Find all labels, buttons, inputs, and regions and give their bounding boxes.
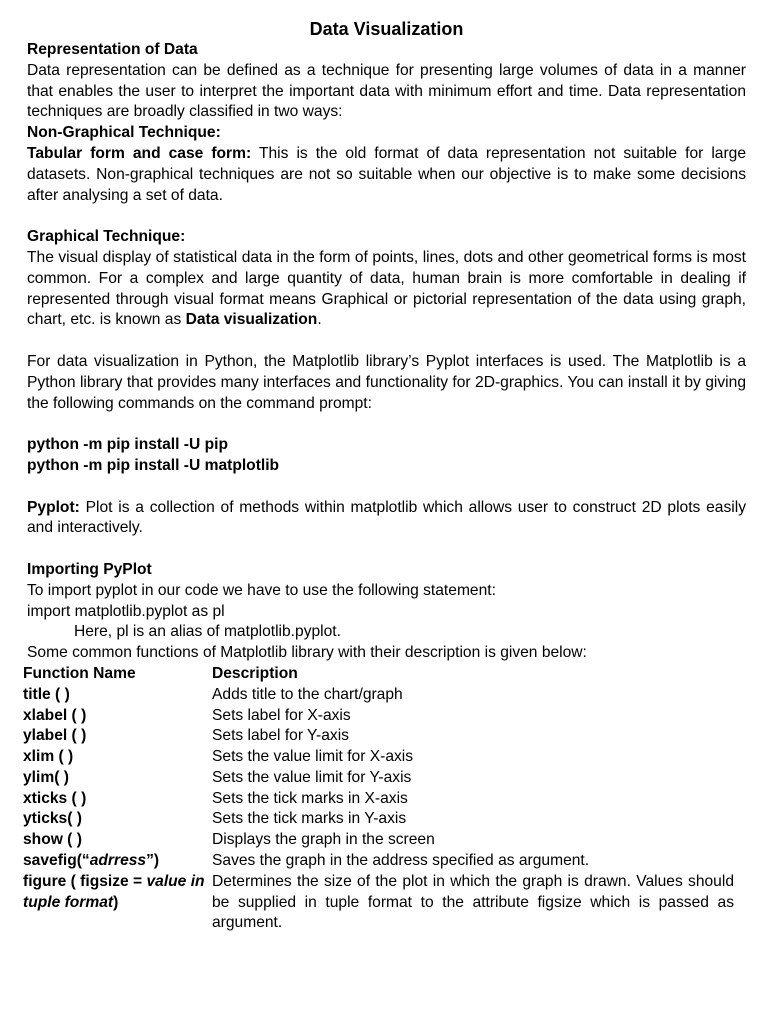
python-intro-paragraph: For data visualization in Python, the Matplotlib library’s Pyplot interfaces is used. The Matplotlib is a Python library that provides many interfaces and functionality for 2D-graphics. You can install it by giving the following commands on the command prompt: [27,352,746,412]
document-page [23,18,747,934]
table-row [23,747,746,768]
function-name: yticks( ) [23,810,82,828]
spacer [27,414,746,435]
function-name [23,851,212,872]
pyplot-paragraph [27,498,746,540]
function-name: title ( ) [23,685,70,703]
function-table [23,664,746,934]
non-graphical-heading: Non-Graphical Technique: [27,124,221,142]
table-row [23,706,746,727]
representation-paragraph: Data representation can be defined as a technique for presenting large volumes of data in a manner that enables the user to interpret the important data with minimum effort and time. Data representation techniques are broadly classified in two ways: [27,61,746,121]
function-description: Sets label for Y-axis [212,727,349,745]
function-description: Determines the size of the plot in which the graph is drawn. Values should be supplied in tuple format to the attribute figsize which is passed as argument. [212,872,734,932]
importing-line-3: Here, pl is an alias of matplotlib.pyplot. [74,623,341,641]
graphical-text: The visual display of statistical data in the form of points, lines, dots and other geometrical forms is most common. For a complex and large quantity of data, human brain is more comfortable in dealing if represented through visual format means Graphical or pictorial representation of the data using graph, chart, etc. is known as [27,248,746,329]
representation-heading: Representation of Data [27,41,198,58]
function-description: Sets label for X-axis [212,706,351,724]
pyplot-lead: Pyplot: [27,498,80,516]
table-row [23,768,746,789]
importing-line-2: import matplotlib.pyplot as pl [27,602,225,620]
function-name: xlim ( ) [23,748,74,766]
non-graphical-lead: Tabular form and case form: [27,144,252,162]
function-name: ylim( ) [23,768,69,786]
header-description: Description [212,664,298,682]
document-title: Data Visualization [309,19,464,39]
savefig-pre: savefig(“ [23,852,90,870]
function-description: Displays the graph in the screen [212,831,435,849]
function-description: Sets the tick marks in X-axis [212,789,408,807]
table-header-row [23,664,746,685]
non-graphical-paragraph [27,144,746,206]
function-name: ylabel ( ) [23,727,87,745]
importing-line-4: Some common functions of Matplotlib library with their description is given below: [27,644,587,662]
function-name: show ( ) [23,831,82,849]
table-row [23,685,746,706]
function-description: Saves the graph in the address specified as argument. [212,852,590,870]
table-row [23,851,746,872]
spacer [27,539,746,560]
savefig-post: ”) [146,852,160,870]
table-row [23,726,746,747]
savefig-arg: adrress [89,852,147,870]
spacer [27,331,746,352]
function-description: Sets the value limit for Y-axis [212,768,412,786]
table-row [23,872,746,934]
pyplot-text: Plot is a collection of methods within matplotlib which allows user to construct 2D plots easily and interactively. [27,498,746,537]
spacer [27,206,746,227]
table-row [23,830,746,851]
table-row [23,809,746,830]
function-name: xlabel ( ) [23,706,87,724]
figure-arg: value in tuple format [23,872,205,911]
function-description: Sets the tick marks in Y-axis [212,810,407,828]
graphical-bold-term: Data visualization [185,311,318,329]
function-description: Sets the value limit for X-axis [212,748,414,766]
function-name [23,872,212,934]
header-function-name: Function Name [23,664,136,682]
importing-line-1: To import pyplot in our code we have to use the following statement: [27,581,496,599]
function-name: xticks ( ) [23,789,87,807]
command-line-1: python -m pip install -U pip [27,436,228,454]
graphical-paragraph [27,248,746,331]
importing-heading: Importing PyPlot [27,560,152,578]
non-graphical-text: This is the old format of data representation not suitable for large datasets. Non-graphical techniques are not so suitable when our objective is to make some decisions after analysing a set of data. [27,144,747,204]
graphical-end: . [317,311,322,329]
function-description: Adds title to the chart/graph [212,685,403,703]
table-row [23,789,746,810]
figure-post: ) [113,893,119,911]
spacer [27,477,746,498]
graphical-heading: Graphical Technique: [27,228,186,246]
command-line-2: python -m pip install -U matplotlib [27,456,280,474]
figure-pre: figure ( figsize = [23,872,147,890]
